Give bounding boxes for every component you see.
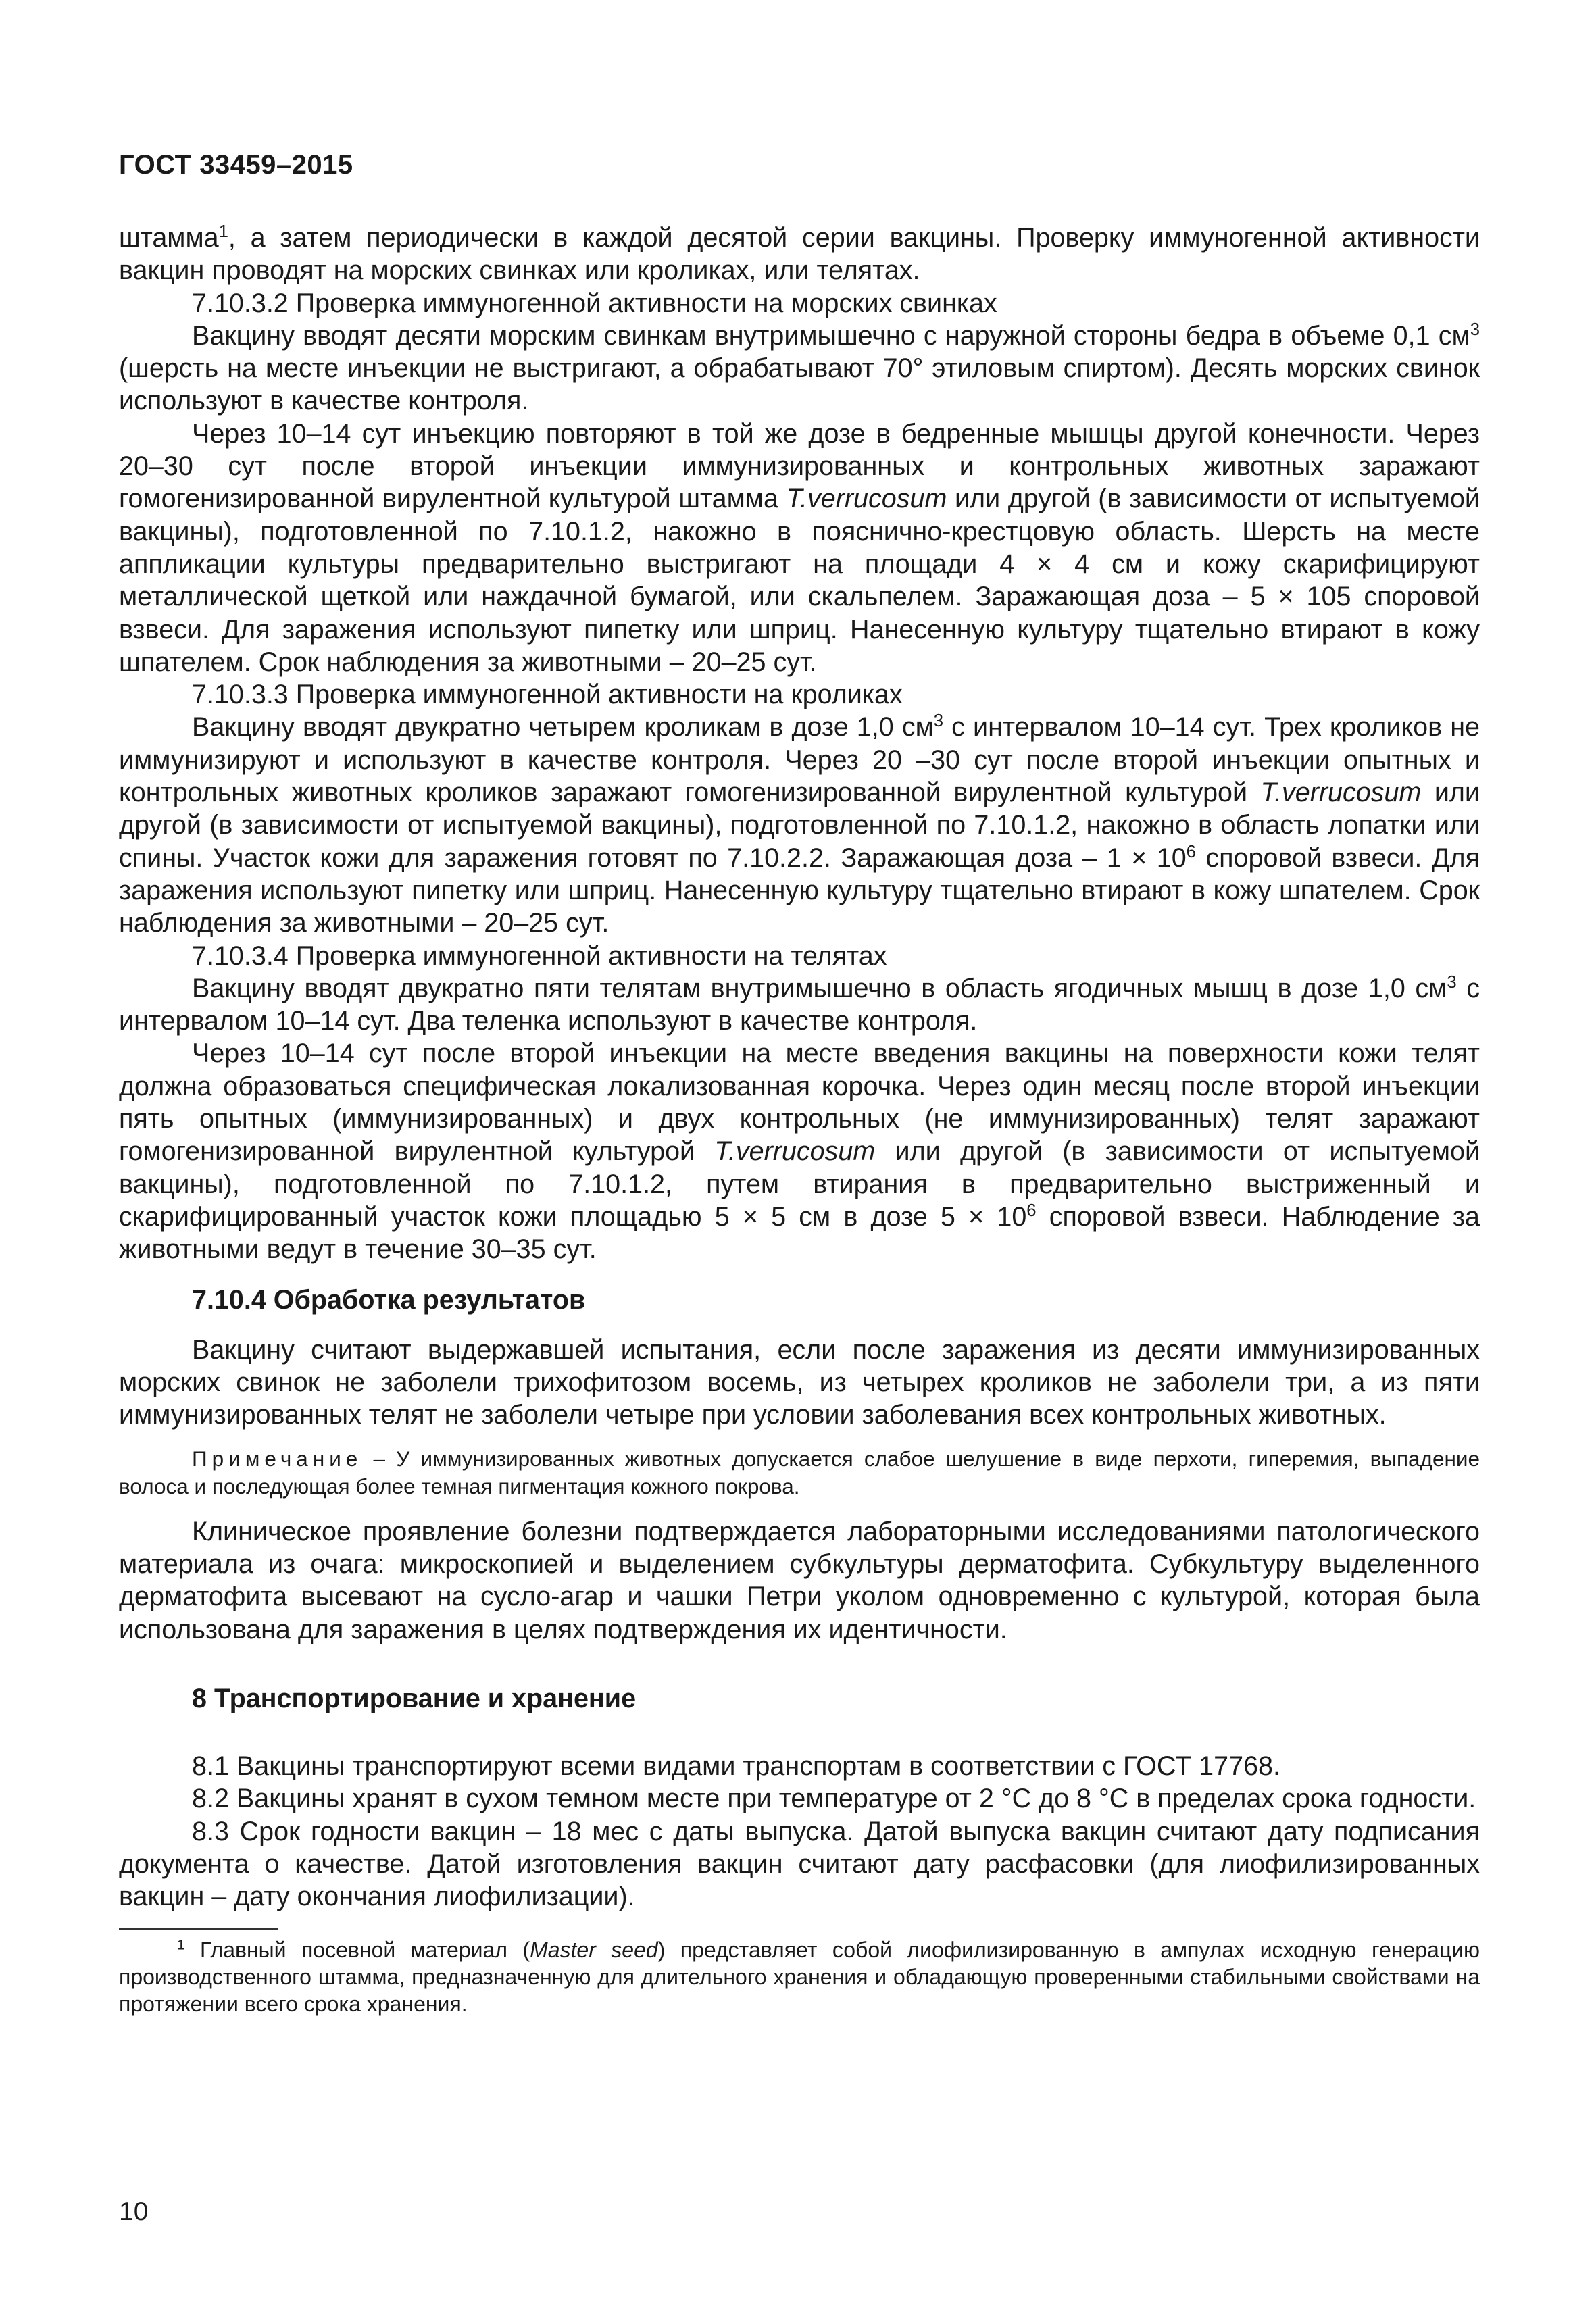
section-heading: 8 Транспортирование и хранение bbox=[192, 1683, 637, 1713]
superscript: 3 bbox=[933, 711, 944, 731]
paragraph bbox=[119, 1037, 1480, 1265]
document-body bbox=[119, 222, 1480, 2017]
section-heading: 7.10.4 Обработка результатов bbox=[192, 1284, 586, 1315]
document-header: ГОСТ 33459–2015 bbox=[119, 150, 353, 180]
text: или другой (в зависимости от испытуемой вакцины), подготовленной по 7.10.1.2, путем втирания в предварительно выстриженный и скарифицированный участок кожи площадью 5 × 5 см в дозе 5 × 10 bbox=[119, 1136, 1480, 1232]
subsection-heading: 7.10.3.4 Проверка иммуногенной активности на телятах bbox=[192, 940, 887, 971]
text: Вакцину вводят двукратно четырем кроликам в дозе 1,0 см bbox=[192, 712, 934, 743]
paragraph: Клиническое проявление болезни подтверждается лабораторными исследованиями патологического материала из очага: микроскопией и выделением субкультуры дерматофита. Субкультуру выделенного дерматофита высевают на сусло-агар и чашки Петри уколом одновременно с культурой, которая была использована для заражения в целях подтверждения их идентичности. bbox=[119, 1516, 1480, 1644]
species-name: T.verrucosum bbox=[786, 484, 947, 514]
note-label: Примечание bbox=[192, 1446, 363, 1471]
italic-term: Master seed bbox=[530, 1937, 658, 1962]
text: , а затем периодически в каждой десятой серии вакцины. Проверку иммуногенной активности вакцин проводят на морских свинках или кроликах, или телятах. bbox=[119, 223, 1480, 286]
superscript: 6 bbox=[1026, 1201, 1037, 1220]
footnote-ref: 1 bbox=[218, 222, 228, 241]
subsection-heading: 7.10.3.2 Проверка иммуногенной активности на морских свинках bbox=[192, 288, 997, 318]
paragraph: Вакцину считают выдержавшей испытания, если после заражения из десяти иммунизированных морских свинок не заболели трихофитозом восемь, из четырех кроликов не заболели три, а из пяти иммунизированных телят не заболели четыре при условии заболевания всех контрольных животных. bbox=[119, 1334, 1480, 1430]
text: споровой взвеси. Для заражения используют пипетку или шприц. Нанесенную культуру тщательно втирают в кожу шпателем. Срок наблюдения за животными – 20–25 сут. bbox=[119, 842, 1480, 938]
paragraph bbox=[119, 320, 1480, 418]
text: штамма bbox=[119, 223, 219, 253]
subsection-heading: 7.10.3.3 Проверка иммуногенной активности на кроликах bbox=[192, 680, 903, 710]
page-number: 10 bbox=[119, 2197, 149, 2226]
text: Через 10–14 сут инъекцию повторяют в той же дозе в бедренные мышцы другой конечности. Через 20–30 сут после второй инъекции иммунизированных и контрольных животных заражают гомогенизированной вирулентной культурой штамма bbox=[119, 418, 1480, 514]
text: Вакцину вводят двукратно пяти телятам внутримышечно в область ягодичных мышц в дозе 1,0 см bbox=[192, 973, 1447, 1003]
superscript: 3 bbox=[1470, 320, 1480, 339]
text: или другой (в зависимости от испытуемой вакцины), подготовленной по 7.10.1.2, накожно в пояснично-крестцовую область. Шерсть на месте аппликации культуры предварительно выстригают на площади 4 × 4 см и кожу скарифицируют металлической щеткой или наждачной бумагой, или скальпелем. Заражающая доза – 5 × 105 споровой взвеси. Для заражения используют пипетку или шприц. Нанесенную культуру тщательно втирают в кожу шпателем. Срок наблюдения за животными – 20–25 сут. bbox=[119, 484, 1480, 677]
species-name: T.verrucosum bbox=[1260, 778, 1422, 808]
footnote bbox=[119, 1936, 1480, 2017]
paragraph bbox=[119, 972, 1480, 1038]
paragraph bbox=[119, 418, 1480, 678]
paragraph bbox=[119, 222, 1480, 287]
text: с интервалом 10–14 сут. Два теленка используют в качестве контроля. bbox=[119, 973, 1480, 1036]
text: с интервалом 10–14 сут. Трех кроликов не иммунизируют и используют в качестве контроля. Через 20 –30 сут после второй инъекции опытных и контрольных животных кроликов заражают гомогенизированной вирулентной культурой bbox=[119, 712, 1480, 808]
footnote-divider bbox=[119, 1928, 278, 1930]
text: (шерсть на месте инъекции не выстригают, а обрабатывают 70° этиловым спиртом). Десять морских свинок используют в качестве контроля. bbox=[119, 353, 1480, 416]
text: Главный посевной материал ( bbox=[184, 1937, 530, 1962]
text: Через 10–14 сут после второй инъекции на месте введения вакцины на поверхности кожи телят должна образоваться специфическая локализованная корочка. Через один месяц после второй инъекции пять опытных (иммунизированных) и двух контрольных (не иммунизированных) телят заражают гомогенизированной вирулентной культурой bbox=[119, 1038, 1480, 1167]
paragraph: 8.1 Вакцины транспортируют всеми видами транспортам в соответствии с ГОСТ 17768. bbox=[192, 1751, 1280, 1782]
note bbox=[119, 1445, 1480, 1501]
paragraph: 8.2 Вакцины хранят в сухом темном месте при температуре от 2 °С до 8 °С в пределах срока годности. bbox=[192, 1784, 1476, 1814]
text: споровой взвеси. Наблюдение за животными ведут в течение 30–35 сут. bbox=[119, 1201, 1480, 1265]
text: Вакцину вводят десяти морским свинкам внутримышечно с наружной стороны бедра в объеме 0,1 см bbox=[192, 320, 1470, 351]
paragraph: 8.3 Срок годности вакцин – 18 мес с даты выпуска. Датой выпуска вакцин считают дату подписания документа о качестве. Датой изготовления вакцин считают дату расфасовки (для лиофилизированных вакцин – дату окончания лиофилизации). bbox=[119, 1816, 1480, 1912]
note-text: – У иммунизированных животных допускается слабое шелушение в виде перхоти, гиперемия, выпадение волоса и последующая более темная пигментация кожного покрова. bbox=[119, 1446, 1480, 1499]
superscript: 3 bbox=[1447, 972, 1457, 992]
superscript: 6 bbox=[1186, 842, 1196, 861]
text: или другой (в зависимости от испытуемой вакцины), подготовленной по 7.10.1.2, накожно в область лопатки или спины. Участок кожи для заражения готовят по 7.10.2.2. Заражающая доза – 1 × 10 bbox=[119, 778, 1480, 873]
species-name: T.verrucosum bbox=[714, 1136, 876, 1167]
text: ) представляет собой лиофилизированную в ампулах исходную генерацию производственного штамма, предназначенную для длительного хранения и обладающую проверенными стабильными свойствами на протяжении всего срока хранения. bbox=[119, 1937, 1480, 2016]
paragraph bbox=[119, 711, 1480, 939]
footnote-number: 1 bbox=[177, 1937, 185, 1953]
